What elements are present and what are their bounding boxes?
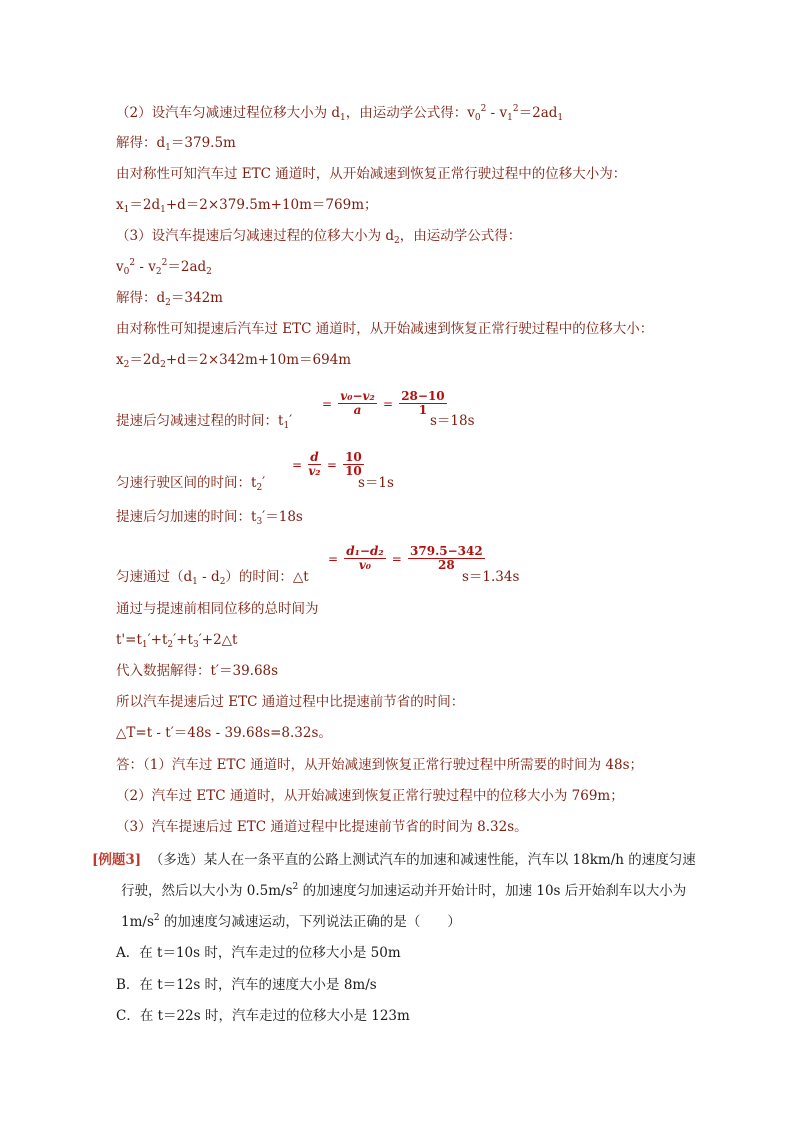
solution-line-delta-t: 匀速通过$(d_1 - d_2)$的时间：△t [116,569,309,587]
solution-line-t3: 提速后匀加速的时间：$t_3'=18s$ [116,509,303,527]
option-a: A．在 t＝10s 时，汽车走过的位移大小是 50m [116,945,401,961]
answer-line-3: （3）汽车提速后过 ETC 通道过程中比提速前节省的时间为 8.32s。 [116,819,528,835]
solution-line-x1: $x_1=2d_1+d=2\times 379.5m+10m=769m$； [116,197,378,215]
example-question-line-1: [例题3] （多选）某人在一条平直的公路上测试汽车的加速和减速性能，汽车以 18km/h 的速度匀速 [92,852,696,868]
answer-line-2: （2）汽车过 ETC 通道时，从开始减速到恢复正常行驶过程中的位移大小为 769m； [116,788,624,804]
solution-line-delta-T: △T=t - t′＝48s - 39.68s=8.32s。 [116,725,332,741]
option-c: C．在 t＝22s 时，汽车走过的位移大小是 123m [116,1008,410,1024]
solution-line-saved: 所以汽车提速后过 ETC 通道过程中比提速前节省的时间： [116,694,465,710]
example-tag: [例题3] [92,852,142,868]
example-question-line-2: 行驶，然后以大小为 $0.5m/s^2$ 的加速度匀加速运动并开始计时，加速 10s 后开始刹车以大小为 [121,882,687,899]
delta-t-result: s＝1.34s [462,569,520,585]
solution-line-substitute: 代入数据解得：t′＝39.68s [116,663,279,679]
solution-line-3: （3）设汽车提速后匀减速过程的位移大小为 $d_2$，由运动学公式得： [116,228,522,246]
solution-line-t-sum: $t'=t_1'+t_2'+t_3'+2\triangle t$ [116,632,238,650]
t1-result: s＝18s [430,413,475,429]
t2-result: s＝1s [358,475,394,491]
fraction-t1: = $\frac{\text{v₀−v₂}}{a}$ = $\frac{28-10}{1}$ [322,389,445,417]
solution-line-d2: 解得：$d_2=342m$ [116,290,223,308]
solution-line-x2: $x_2=2d_2+d=2\times 342m+10m=694m$ [116,352,352,370]
solution-line-t2: 匀速行驶区间的时间：$t_2'$ [116,475,266,493]
fraction-t2: = $\frac{d}{\text{v₂}}$ = $\frac{10}{10}$ [292,450,362,478]
option-b: B．在 t＝12s 时，汽车的速度大小是 8m/s [116,977,377,993]
solution-line-formula-2: $v_0^2 - v_2^2=2ad_2$ [116,258,212,277]
solution-line-t1: 提速后匀减速过程的时间：$t_1'$ [116,413,293,431]
solution-line-symmetry-2: 由对称性可知提速后汽车过 ETC 通道时，从开始减速到恢复正常行驶过程中的位移大小： [116,321,654,337]
example-question-line-3: $1m/s^2$ 的加速度匀减速运动，下列说法正确的是（ ） [121,913,461,930]
solution-line-2: （2）设汽车匀减速过程位移大小为 $d_1$，由运动学公式得：$v_0^2 - v_1^2=2ad_1$ [116,104,564,123]
solution-line-total-time: 通过与提速前相同位移的总时间为 [116,601,319,617]
solution-line-d1: 解得：$d_1=379.5m$ [116,135,236,153]
solution-line-symmetry-1: 由对称性可知汽车过 ETC 通道时，从开始减速到恢复正常行驶过程中的位移大小为： [116,166,627,182]
fraction-delta-t: = $\frac{\text{d₁−d₂}}{\text{v₀}}$ = $\frac{379.5-342}{28}$ [328,544,483,572]
answer-line-1: 答：（1）汽车过 ETC 通道时，从开始减速到恢复正常行驶过程中所需要的时间为 48s； [116,757,644,773]
